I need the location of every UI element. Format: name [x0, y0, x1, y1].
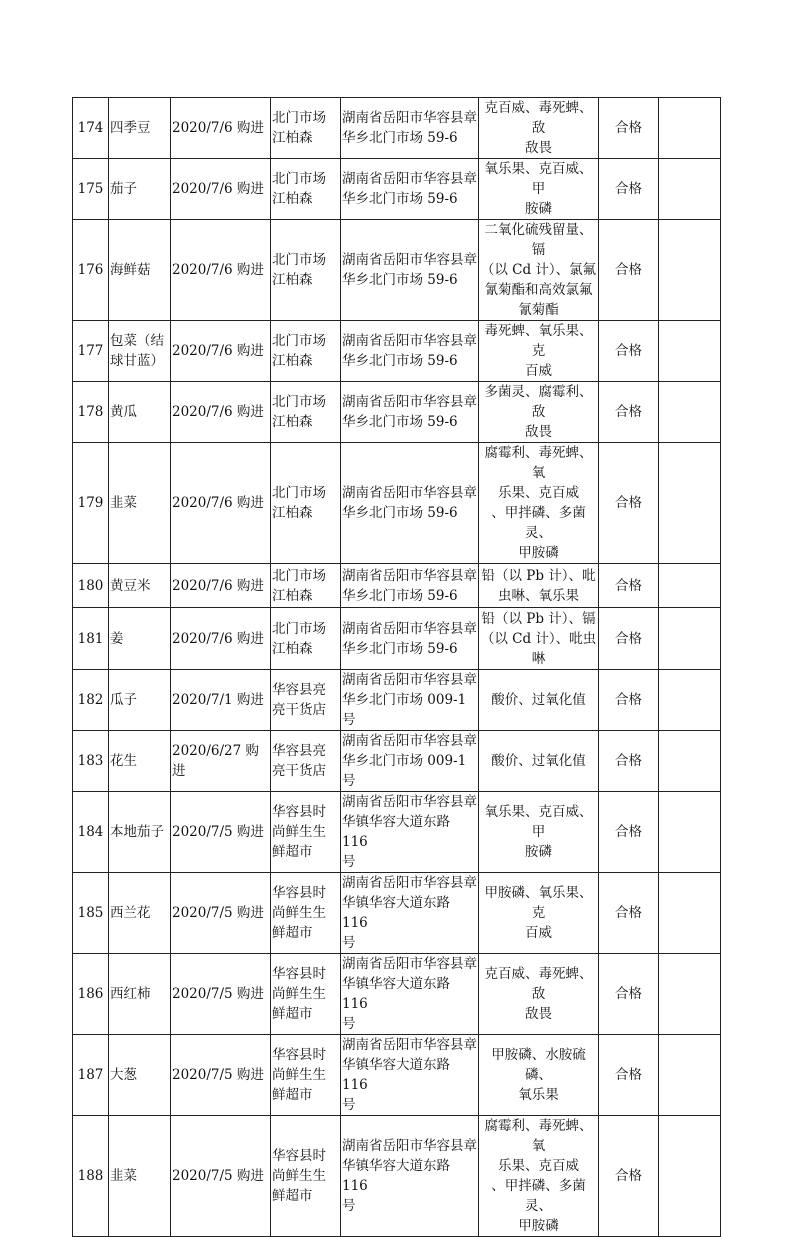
- table-row: [73, 954, 721, 1035]
- row-number-cell: 174: [73, 98, 109, 159]
- product-name-cell: 黄瓜: [109, 382, 171, 443]
- test-result-cell: 合格: [599, 954, 659, 1035]
- test-items-cell: 腐霉利、毒死蜱、氧 乐果、克百威 、甲拌磷、多菌灵、 甲胺磷: [479, 1116, 599, 1237]
- product-name-cell: 西兰花: [109, 873, 171, 954]
- product-name-cell: 茄子: [109, 159, 171, 220]
- table-row: [73, 1035, 721, 1116]
- purchase-date-cell: 2020/7/6 购进: [171, 564, 271, 608]
- product-name-cell: 大葱: [109, 1035, 171, 1116]
- test-result-cell: 合格: [599, 98, 659, 159]
- remarks-cell: [659, 608, 721, 670]
- test-items-cell: 氧乐果、克百威、甲 胺磷: [479, 792, 599, 873]
- purchase-date-cell: 2020/7/5 购进: [171, 1116, 271, 1237]
- row-number-cell: 177: [73, 321, 109, 382]
- product-name-cell: 韭菜: [109, 1116, 171, 1237]
- test-result-cell: 合格: [599, 159, 659, 220]
- test-result-cell: 合格: [599, 873, 659, 954]
- seller-name-cell: 北门市场 江柏森: [271, 382, 341, 443]
- purchase-date-cell: 2020/7/6 购进: [171, 220, 271, 321]
- purchase-date-cell: 2020/7/6 购进: [171, 98, 271, 159]
- test-result-cell: 合格: [599, 564, 659, 608]
- seller-address-cell: 湖南省岳阳市华容县章 华乡北门市场 59-6: [341, 382, 479, 443]
- test-result-cell: 合格: [599, 220, 659, 321]
- table-row: [73, 443, 721, 564]
- product-name-cell: 花生: [109, 731, 171, 792]
- purchase-date-cell: 2020/7/5 购进: [171, 792, 271, 873]
- remarks-cell: [659, 564, 721, 608]
- seller-name-cell: 华容县时 尚鲜生生 鲜超市: [271, 873, 341, 954]
- table-row: [73, 731, 721, 792]
- test-items-cell: 多菌灵、腐霉利、敌 敌畏: [479, 382, 599, 443]
- table-row: [73, 670, 721, 731]
- table-row: [73, 220, 721, 321]
- remarks-cell: [659, 98, 721, 159]
- purchase-date-cell: 2020/7/6 购进: [171, 443, 271, 564]
- table-row: [73, 98, 721, 159]
- product-name-cell: 西红柿: [109, 954, 171, 1035]
- row-number-cell: 185: [73, 873, 109, 954]
- table-row: [73, 321, 721, 382]
- seller-address-cell: 湖南省岳阳市华容县章 华镇华容大道东路 116 号: [341, 954, 479, 1035]
- seller-name-cell: 华容县时 尚鲜生生 鲜超市: [271, 1116, 341, 1237]
- test-result-cell: 合格: [599, 443, 659, 564]
- product-name-cell: 姜: [109, 608, 171, 670]
- product-name-cell: 包菜（结 球甘蓝）: [109, 321, 171, 382]
- purchase-date-cell: 2020/7/6 购进: [171, 382, 271, 443]
- seller-name-cell: 北门市场 江柏森: [271, 321, 341, 382]
- test-items-cell: 克百威、毒死蜱、敌 敌畏: [479, 98, 599, 159]
- test-result-cell: 合格: [599, 608, 659, 670]
- seller-address-cell: 湖南省岳阳市华容县章 华镇华容大道东路 116 号: [341, 792, 479, 873]
- test-items-cell: 克百威、毒死蜱、敌 敌畏: [479, 954, 599, 1035]
- test-items-cell: 酸价、过氧化值: [479, 731, 599, 792]
- remarks-cell: [659, 220, 721, 321]
- row-number-cell: 175: [73, 159, 109, 220]
- test-result-cell: 合格: [599, 731, 659, 792]
- row-number-cell: 180: [73, 564, 109, 608]
- product-name-cell: 本地茄子: [109, 792, 171, 873]
- test-items-cell: 酸价、过氧化值: [479, 670, 599, 731]
- seller-name-cell: 华容县亮 亮干货店: [271, 670, 341, 731]
- seller-address-cell: 湖南省岳阳市华容县章 华乡北门市场 59-6: [341, 98, 479, 159]
- remarks-cell: [659, 382, 721, 443]
- purchase-date-cell: 2020/7/5 购进: [171, 954, 271, 1035]
- remarks-cell: [659, 670, 721, 731]
- test-result-cell: 合格: [599, 670, 659, 731]
- row-number-cell: 179: [73, 443, 109, 564]
- seller-name-cell: 华容县时 尚鲜生生 鲜超市: [271, 792, 341, 873]
- seller-address-cell: 湖南省岳阳市华容县章 华乡北门市场 59-6: [341, 443, 479, 564]
- remarks-cell: [659, 159, 721, 220]
- table-row: [73, 1116, 721, 1237]
- purchase-date-cell: 2020/7/6 购进: [171, 321, 271, 382]
- row-number-cell: 182: [73, 670, 109, 731]
- test-items-cell: 氧乐果、克百威、甲 胺磷: [479, 159, 599, 220]
- table-body: [73, 98, 721, 1237]
- purchase-date-cell: 2020/7/6 购进: [171, 159, 271, 220]
- purchase-date-cell: 2020/7/1 购进: [171, 670, 271, 731]
- seller-name-cell: 北门市场 江柏森: [271, 98, 341, 159]
- seller-name-cell: 华容县亮 亮干货店: [271, 731, 341, 792]
- remarks-cell: [659, 443, 721, 564]
- product-name-cell: 瓜子: [109, 670, 171, 731]
- table-row: [73, 564, 721, 608]
- row-number-cell: 187: [73, 1035, 109, 1116]
- product-name-cell: 黄豆米: [109, 564, 171, 608]
- row-number-cell: 181: [73, 608, 109, 670]
- table-row: [73, 159, 721, 220]
- test-result-cell: 合格: [599, 1035, 659, 1116]
- row-number-cell: 176: [73, 220, 109, 321]
- seller-name-cell: 北门市场 江柏森: [271, 443, 341, 564]
- test-items-cell: 甲胺磷、水胺硫磷、 氧乐果: [479, 1035, 599, 1116]
- remarks-cell: [659, 873, 721, 954]
- table-row: [73, 792, 721, 873]
- product-name-cell: 韭菜: [109, 443, 171, 564]
- test-items-cell: 毒死蜱、氧乐果、克 百威: [479, 321, 599, 382]
- purchase-date-cell: 2020/7/5 购进: [171, 873, 271, 954]
- inspection-results-table: [72, 97, 721, 1237]
- seller-address-cell: 湖南省岳阳市华容县章 华乡北门市场 59-6: [341, 321, 479, 382]
- purchase-date-cell: 2020/7/5 购进: [171, 1035, 271, 1116]
- test-items-cell: 铅（以 Pb 计）、镉 （以 Cd 计）、吡虫 啉: [479, 608, 599, 670]
- test-items-cell: 铅（以 Pb 计）、吡 虫啉、氧乐果: [479, 564, 599, 608]
- seller-name-cell: 北门市场 江柏森: [271, 564, 341, 608]
- purchase-date-cell: 2020/7/6 购进: [171, 608, 271, 670]
- remarks-cell: [659, 731, 721, 792]
- test-result-cell: 合格: [599, 792, 659, 873]
- test-result-cell: 合格: [599, 1116, 659, 1237]
- seller-name-cell: 北门市场 江柏森: [271, 608, 341, 670]
- seller-name-cell: 华容县时 尚鲜生生 鲜超市: [271, 954, 341, 1035]
- row-number-cell: 183: [73, 731, 109, 792]
- test-result-cell: 合格: [599, 382, 659, 443]
- test-result-cell: 合格: [599, 321, 659, 382]
- test-items-cell: 甲胺磷、氧乐果、克 百威: [479, 873, 599, 954]
- row-number-cell: 188: [73, 1116, 109, 1237]
- seller-name-cell: 北门市场 江柏森: [271, 159, 341, 220]
- seller-address-cell: 湖南省岳阳市华容县章 华镇华容大道东路 116 号: [341, 1035, 479, 1116]
- seller-address-cell: 湖南省岳阳市华容县章 华乡北门市场 009-1 号: [341, 670, 479, 731]
- test-items-cell: 腐霉利、毒死蜱、氧 乐果、克百威 、甲拌磷、多菌灵、 甲胺磷: [479, 443, 599, 564]
- seller-address-cell: 湖南省岳阳市华容县章 华乡北门市场 59-6: [341, 608, 479, 670]
- remarks-cell: [659, 1035, 721, 1116]
- seller-address-cell: 湖南省岳阳市华容县章 华乡北门市场 59-6: [341, 220, 479, 321]
- row-number-cell: 186: [73, 954, 109, 1035]
- seller-address-cell: 湖南省岳阳市华容县章 华镇华容大道东路 116 号: [341, 1116, 479, 1237]
- table-row: [73, 608, 721, 670]
- row-number-cell: 178: [73, 382, 109, 443]
- purchase-date-cell: 2020/6/27 购进: [171, 731, 271, 792]
- seller-address-cell: 湖南省岳阳市华容县章 华乡北门市场 009-1 号: [341, 731, 479, 792]
- remarks-cell: [659, 792, 721, 873]
- seller-address-cell: 湖南省岳阳市华容县章 华镇华容大道东路 116 号: [341, 873, 479, 954]
- row-number-cell: 184: [73, 792, 109, 873]
- product-name-cell: 海鲜菇: [109, 220, 171, 321]
- seller-address-cell: 湖南省岳阳市华容县章 华乡北门市场 59-6: [341, 159, 479, 220]
- remarks-cell: [659, 1116, 721, 1237]
- product-name-cell: 四季豆: [109, 98, 171, 159]
- test-items-cell: 二氧化硫残留量、镉 （以 Cd 计）、氯氟 氰菊酯和高效氯氟 氰菊酯: [479, 220, 599, 321]
- seller-name-cell: 华容县时 尚鲜生生 鲜超市: [271, 1035, 341, 1116]
- table-row: [73, 873, 721, 954]
- seller-address-cell: 湖南省岳阳市华容县章 华乡北门市场 59-6: [341, 564, 479, 608]
- table-row: [73, 382, 721, 443]
- remarks-cell: [659, 954, 721, 1035]
- seller-name-cell: 北门市场 江柏森: [271, 220, 341, 321]
- remarks-cell: [659, 321, 721, 382]
